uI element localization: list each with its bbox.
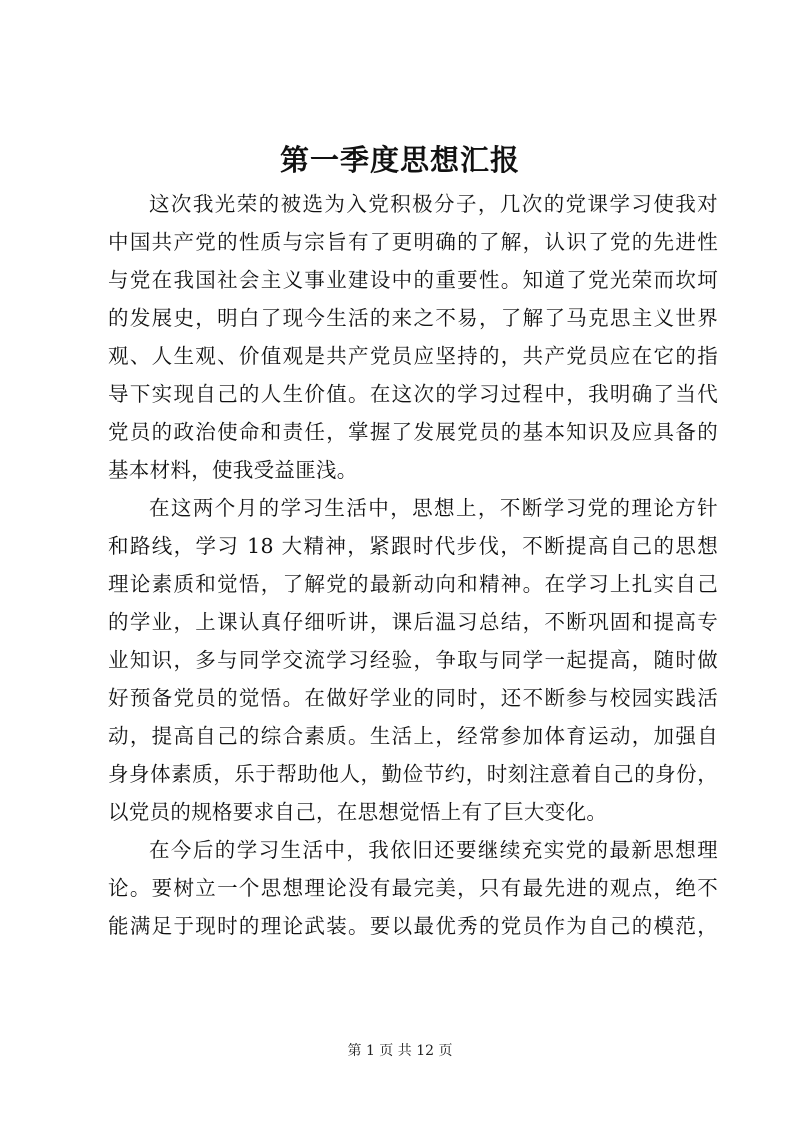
paragraph-1-line-8: 基本材料，使我受益匪浅。 — [108, 458, 358, 482]
paragraph-1-line-3: 与党在我国社会主义事业建设中的重要性。知道了党光荣而坎坷 — [108, 268, 718, 292]
paragraph-2-line-1: 在这两个月的学习生活中，思想上，不断学习党的理论方针 — [149, 496, 718, 520]
paragraph-2-line-5: 业知识，多与同学交流学习经验，争取与同学一起提高，随时做 — [108, 648, 718, 672]
page-footer: 第 1 页 共 12 页 — [347, 1043, 453, 1059]
paragraph-1-line-7: 党员的政治使命和责任，掌握了发展党员的基本知识及应具备的 — [108, 420, 718, 444]
paragraph-2-line-9: 以党员的规格要求自己，在思想觉悟上有了巨大变化。 — [108, 800, 608, 824]
paragraph-3-line-1: 在今后的学习生活中，我依旧还要继续充实党的最新思想理 — [149, 838, 718, 862]
paragraph-1-line-4: 的发展史，明白了现今生活的来之不易，了解了马克思主义世界 — [108, 306, 718, 330]
document-body — [108, 185, 718, 945]
paragraph-1-line-1: 这次我光荣的被选为入党积极分子，几次的党课学习使我对 — [149, 192, 718, 216]
document-title: 第一季度思想汇报 — [279, 143, 520, 177]
paragraph-3-line-2: 论。要树立一个思想理论没有最完美，只有最先进的观点，绝不 — [108, 876, 718, 900]
paragraph-1-line-5: 观、人生观、价值观是共产党员应坚持的，共产党员应在它的指 — [108, 344, 718, 368]
paragraph-3-line-3: 能满足于现时的理论武装。要以最优秀的党员作为自己的模范， — [108, 914, 718, 938]
paragraph-2-line-7: 动，提高自己的综合素质。生活上，经常参加体育运动，加强自 — [108, 724, 718, 748]
paragraph-2-line-6: 好预备党员的觉悟。在做好学业的同时，还不断参与校园实践活 — [108, 686, 718, 710]
paragraph-2-line-3: 理论素质和觉悟，了解党的最新动向和精神。在学习上扎实自己 — [108, 572, 718, 596]
paragraph-2-line-4: 的学业，上课认真仔细听讲，课后温习总结，不断巩固和提高专 — [108, 610, 718, 634]
paragraph-2-line-8: 身身体素质，乐于帮助他人，勤俭节约，时刻注意着自己的身份， — [108, 762, 718, 786]
paragraph-1-line-6: 导下实现自己的人生价值。在这次的学习过程中，我明确了当代 — [108, 382, 718, 406]
paragraph-2-line-2: 和路线，学习 18 大精神，紧跟时代步伐，不断提高自己的思想 — [108, 534, 718, 558]
paragraph-1-line-2: 中国共产党的性质与宗旨有了更明确的了解，认识了党的先进性 — [108, 230, 718, 254]
